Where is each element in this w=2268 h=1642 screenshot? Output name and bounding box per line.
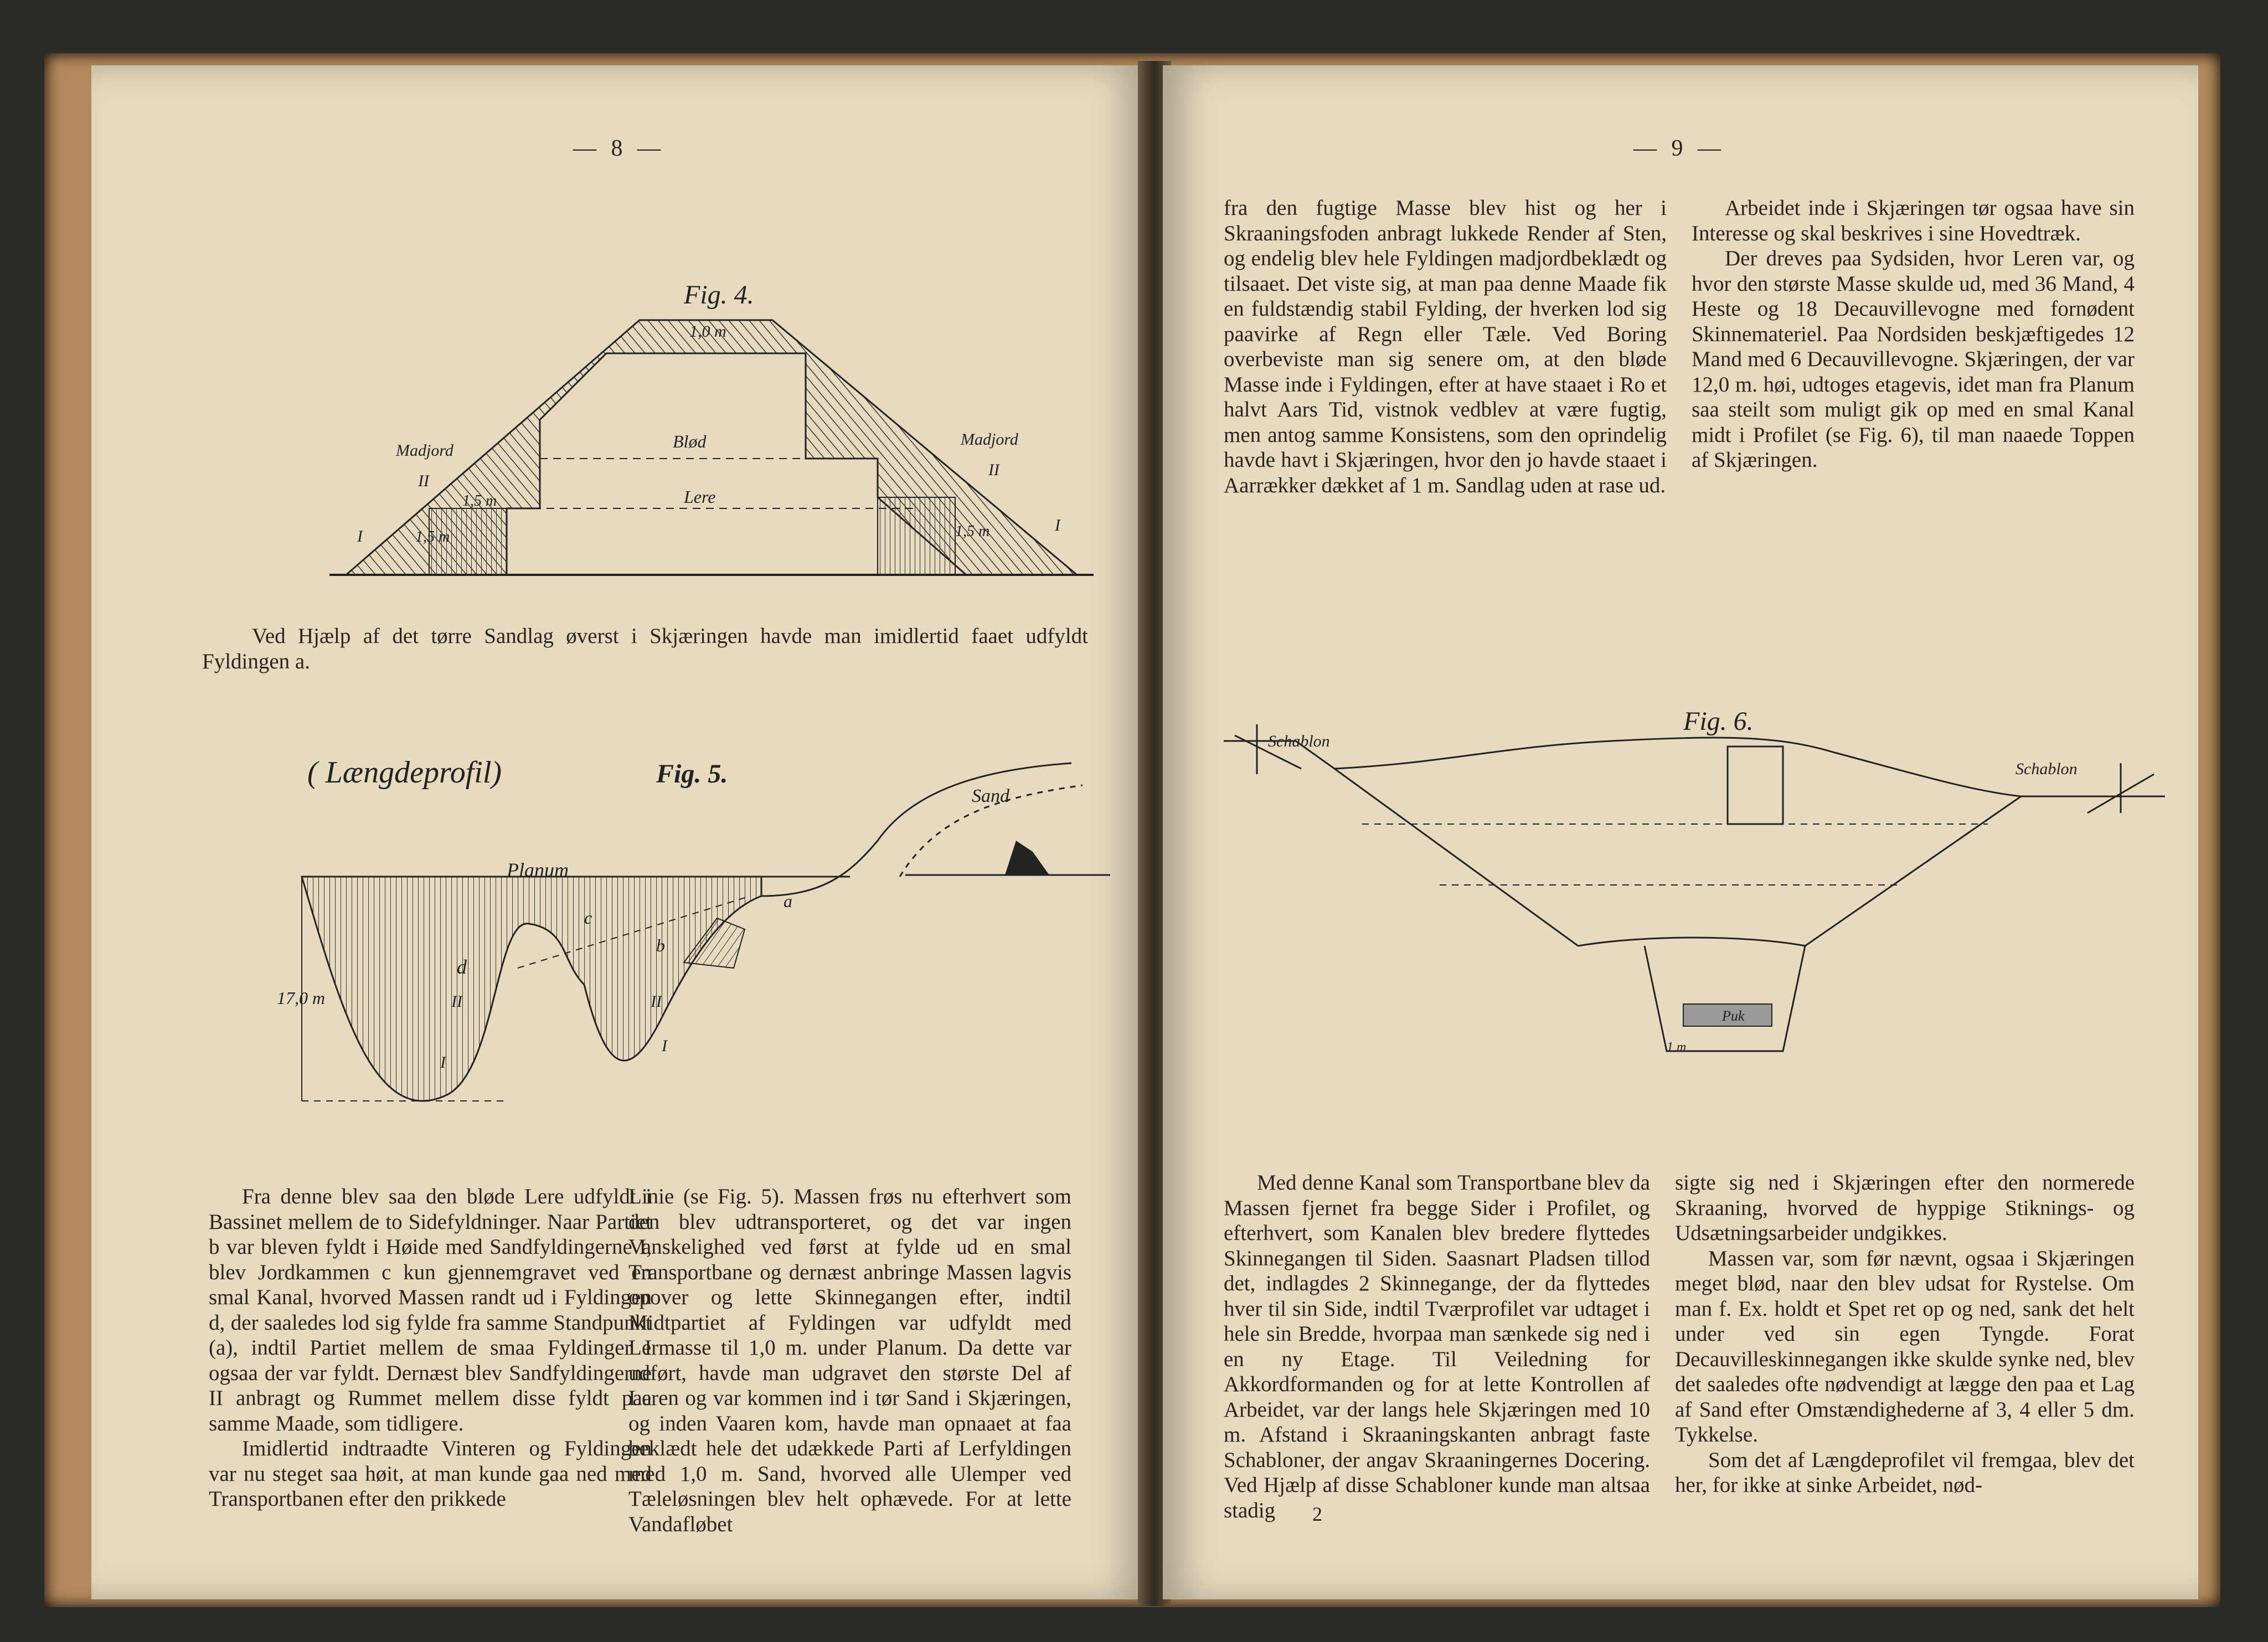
- right-bottom-column-2: sigte sig ned i Skjæringen efter den normerede Skraaning, hvorved de hyppige Stiknings- og Udsætningsarbeider undgikkes. Massen var, som før nævnt, ogsaa i Skjæringen meget blød, naar den blev udsat for Rystelse. Om man f. Ex. holdt et Spet ret op og ned, sank det helt under ved sin egen Tyngde. Forat Decauvilleskinnegangen ikke skulde synke ned, blev det saaledes ofte nødvendigt at lægge den paa et Lag af Sand efter Omstændighederne af 3, 4 eller 5 dm. Tykkelse. Som det af Længdeprofilet vil fremgaa, blev det her, for ikke at sinke Arbeidet, nød-: [1675, 1171, 2135, 1497]
- svg-text:Puk: Puk: [1722, 1008, 1745, 1024]
- svg-text:d: d: [457, 956, 467, 978]
- fig6-title: Fig. 6.: [1683, 707, 1754, 736]
- svg-text:1,0 m: 1,0 m: [689, 322, 726, 341]
- svg-text:I: I: [1055, 516, 1060, 534]
- page-number: — 8 —: [573, 136, 665, 161]
- svg-text:1,5 m: 1,5 m: [955, 523, 990, 540]
- svg-text:II: II: [651, 992, 662, 1011]
- svg-text:a: a: [784, 891, 792, 911]
- right-bottom-column-1: Med denne Kanal som Transportbane blev da Massen fjernet fra begge Sider i Profilet, og efterhvert, som Kanalen blev bredere flyttedes Skinnegangen til Siden. Saasnart Pladsen tillod det, indlagdes 2 Skinnegange, der da flyttedes hver til sin Side, indtil Tværprofilet var udtaget i hele sin Bredde, hvorpaa man sænkede sig ned i en ny Etage. Til Veiledning for Akkordformanden og for at lette Kontrollen af Arbeidet, var der langs hele Skjæringen med 10 m. Afstand i Skraaningskanten anbragt faste Schabloner, der angav Skraaningernes Docering. Ved Hjælp af disse Schabloner kunde man altsaa stadig: [1224, 1171, 1650, 1522]
- svg-text:I: I: [440, 1053, 446, 1072]
- left-column-2: Linie (se Fig. 5). Massen frøs nu efterhvert som den blev udtransporteret, og det var ingen Vanskelighed ved først at fylde ud en smal Transportbane og dernæst anbringe Massen lagvis opover og lette Skinnegangen efter, indtil Midtpartiet af Fyldingen var udfyldt med Lermasse til 1,0 m. under Planum. Da dette var udført, havde man udgravet den største Del af Leren og var kommen ind i tør Sand i Skjæringen, og inden Vaaren kom, havde man opnaaet at faa beklædt hele det udækkede Parti af Lerfyldingen med 1,0 m. Sand, hvorved alle Ulemper ved Tæleløsningen blev helt ophævede. For at lette Vandafløbet: [628, 1185, 1071, 1536]
- svg-text:II: II: [451, 992, 462, 1011]
- svg-text:Madjord: Madjord: [396, 441, 453, 460]
- fig5-title: Fig. 5.: [656, 759, 728, 789]
- svg-text:Blød: Blød: [673, 431, 707, 451]
- figure-6: [1224, 702, 2165, 1090]
- fig4-title: Fig. 4.: [684, 280, 754, 310]
- svg-text:Schablon: Schablon: [1268, 732, 1330, 750]
- svg-text:c: c: [584, 908, 592, 928]
- svg-text:II: II: [418, 472, 429, 490]
- fig5-subtitle: ( Længdeprofil): [307, 755, 502, 790]
- svg-text:1,5 m: 1,5 m: [462, 492, 497, 509]
- figure-4: [252, 259, 1116, 591]
- right-page: [1163, 65, 2198, 1599]
- svg-text:Madjord: Madjord: [961, 430, 1018, 449]
- signature-mark: 2: [1312, 1503, 1322, 1525]
- svg-text:I: I: [662, 1037, 667, 1055]
- svg-text:II: II: [988, 461, 999, 479]
- svg-text:Schablon: Schablon: [2016, 760, 2078, 778]
- svg-text:Planum: Planum: [507, 859, 569, 881]
- svg-text:I: I: [357, 527, 363, 545]
- figure-5: [185, 730, 1127, 1129]
- left-page: [91, 65, 1146, 1599]
- right-top-column-1: fra den fugtige Masse blev hist og her i Skraaningsfoden anbragt lukkede Render af Sten, og endelig blev hele Fyldingen madjordbeklædt og tilsaaet. Det viste sig, at man paa denne Maade fik en fuldstændig stabil Fylding, der hverken lod sig paavirke af Regn eller Tæle. Ved Boring overbeviste man sig senere om, at den bløde Masse inde i Fyldingen, efter at have staaet i Ro et halvt Aars Tid, vistnok vedblev at være fugtig, men antog samme Konsistens, som den oprindelig havde havt i Skjæringen, hvor den jo havde staaet i Aarrækker dækket af 1 m. Sandlag uden at rase ud.: [1224, 196, 1667, 497]
- svg-text:17,0 m: 17,0 m: [277, 988, 326, 1008]
- page-number: — 9 —: [1633, 136, 1725, 161]
- right-top-column-2: Arbeidet inde i Skjæringen tør ogsaa have sin Interesse og skal beskrives i sine Hovedtræk. Der dreves paa Sydsiden, hvor Leren var, og hvor den største Masse skulde ud, med 36 Mand, 4 Heste og 18 Decauvillevogne med fornødent Skinnemateriel. Paa Nordsiden beskjæftigedes 12 Mand med 6 Decauvillevogne. Skjæringen, der var 12,0 m. høi, udtoges etagevis, idet man fra Planum saa steilt som muligt gik op med en smal Kanal midt i Profilet (se Fig. 6), til man naaede Toppen af Skjæringen.: [1692, 196, 2135, 472]
- fig4-caption: Ved Hjælp af det tørre Sandlag øverst i Skjæringen havde man imidlertid faaet udfyldt Fyldingen a.: [202, 624, 1088, 673]
- svg-text:b: b: [656, 935, 665, 955]
- left-column-1: Fra denne blev saa den bløde Lere udfyldt i Bassinet mellem de to Sidefyldninger. Naar Partiet b var bleven fyldt i Høide med Sandfyldingerne I, blev Jordkammen c kun gjennemgravet ved en smal Kanal, hvorved Massen randt ud i Fyldingen d, der saaledes lod sig fylde fra samme Standpunkt (a), indtil Partiet mellem de smaa Fyldinger I ogsaa der var fyldt. Dernæst blev Sandfyldingerne II anbragt og Rummet mellem disse fyldt paa samme Maade, som tidligere. Imidlertid indtraadte Vinteren og Fyldingen var nu steget saa høit, at man kunde gaa ned med Transportbanen efter den prikkede: [209, 1185, 652, 1511]
- svg-text:1,5 m: 1,5 m: [415, 528, 450, 545]
- svg-text:Lere: Lere: [684, 487, 716, 507]
- svg-text:1 m: 1 m: [1667, 1040, 1687, 1054]
- svg-text:Sand: Sand: [972, 786, 1009, 806]
